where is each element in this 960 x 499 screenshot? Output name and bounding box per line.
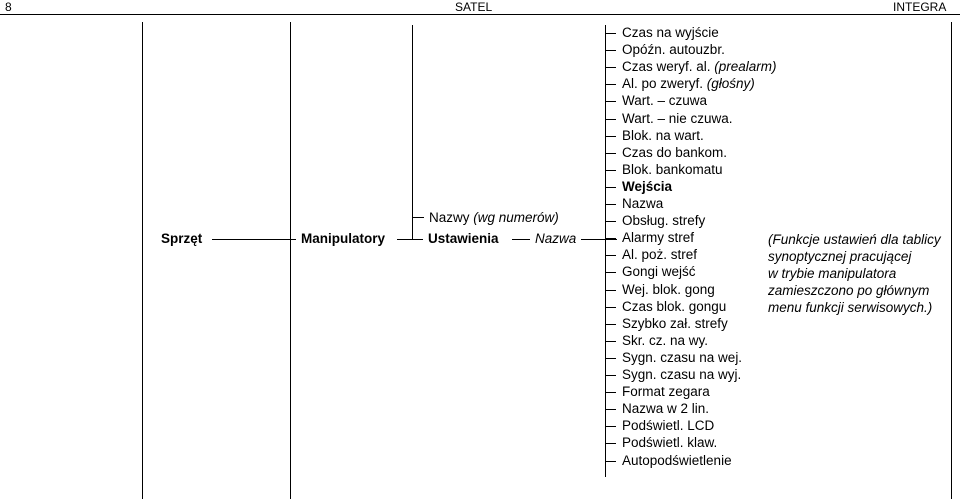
item-connector <box>605 461 616 462</box>
menu-item-note: (głośny) <box>706 76 755 91</box>
menu-item <box>622 299 726 315</box>
menu-item <box>622 145 727 161</box>
menu-item-label: Szybko zał. strefy <box>622 316 728 331</box>
tree-trunk-manipulatory <box>290 22 291 499</box>
item-connector <box>605 136 616 137</box>
connector-level2 <box>512 239 530 240</box>
item-connector <box>605 221 616 222</box>
item-connector <box>605 204 616 205</box>
menu-item <box>622 350 742 366</box>
menu-item-label: Skr. cz. na wy. <box>622 333 709 348</box>
menu-item-label: Alarmy stref <box>622 230 695 245</box>
root-node: Sprzęt <box>161 231 203 246</box>
item-connector <box>605 290 616 291</box>
item-connector <box>605 33 616 34</box>
menu-item <box>622 93 707 109</box>
item-connector <box>605 238 616 239</box>
menu-item-label: Wej. blok. gong <box>622 282 715 297</box>
item-connector <box>605 119 616 120</box>
menu-item-label: Wart. – nie czuwa. <box>622 111 733 126</box>
item-connector <box>605 84 616 85</box>
menu-item-label: Gongi wejść <box>622 264 696 279</box>
node-ustawienia: Ustawienia <box>428 231 499 246</box>
note-line: (Funkcje ustawień dla tablicy <box>768 232 941 247</box>
header-rule <box>0 14 960 15</box>
node-nazwa: Nazwa <box>535 231 577 246</box>
menu-item <box>622 25 719 41</box>
note-line: zamieszczono po głównym <box>768 283 930 298</box>
menu-item-label: Czas na wyjście <box>622 25 719 40</box>
menu-item <box>622 435 717 451</box>
menu-item-label: Al. po zweryf. <box>622 76 707 91</box>
menu-item-label: Sygn. czasu na wyj. <box>622 367 742 382</box>
menu-item-label: Czas do bankom. <box>622 145 728 160</box>
menu-item <box>622 264 696 280</box>
item-connector <box>605 375 616 376</box>
menu-item <box>622 247 697 263</box>
menu-item-label: Nazwa w 2 lin. <box>622 401 710 416</box>
menu-item-label: Czas blok. gongu <box>622 299 727 314</box>
menu-item <box>622 384 710 400</box>
page-number: 8 <box>5 0 12 14</box>
item-connector <box>605 272 616 273</box>
menu-item-label: Nazwa <box>622 196 664 211</box>
menu-item <box>622 162 723 178</box>
menu-item <box>622 111 733 127</box>
item-connector <box>605 255 616 256</box>
note-line: w trybie manipulatora <box>768 266 897 281</box>
nazwy-label: Nazwy <box>429 210 470 225</box>
menu-item <box>622 179 672 195</box>
menu-item <box>622 196 663 212</box>
note-line: synoptycznej pracującej <box>768 249 912 264</box>
item-connector <box>605 67 616 68</box>
menu-item <box>622 76 755 92</box>
menu-item <box>622 213 705 229</box>
product-name: INTEGRA <box>893 0 947 14</box>
menu-item-label: Obsług. strefy <box>622 213 706 228</box>
menu-item-note: (prealarm) <box>714 59 777 74</box>
node-nazwy <box>429 210 559 226</box>
left-vertical-rule <box>142 22 143 499</box>
note-line: menu funkcji serwisowych.) <box>768 300 933 315</box>
item-connector <box>605 307 616 308</box>
connector-level1 <box>397 239 423 240</box>
menu-item-label: Wejścia <box>622 179 673 194</box>
item-connector <box>605 392 616 393</box>
item-connector <box>605 443 616 444</box>
menu-item <box>622 453 732 469</box>
item-connector <box>605 426 616 427</box>
menu-item-label: Wart. – czuwa <box>622 93 708 108</box>
item-connector <box>605 341 616 342</box>
menu-item-label: Blok. bankomatu <box>622 162 723 177</box>
menu-item <box>622 59 777 75</box>
menu-item <box>622 401 709 417</box>
item-connector <box>605 153 616 154</box>
connector-root <box>212 239 296 240</box>
note-block <box>768 231 941 316</box>
item-connector <box>605 50 616 51</box>
menu-item-label: Blok. na wart. <box>622 128 704 143</box>
menu-item <box>622 418 714 434</box>
node-manipulatory: Manipulatory <box>301 231 386 246</box>
right-vertical-rule <box>951 22 952 499</box>
menu-item <box>622 333 708 349</box>
menu-item <box>622 230 694 246</box>
menu-item <box>622 316 728 332</box>
connector-level3 <box>581 239 617 240</box>
menu-item-label: Al. poż. stref <box>622 247 698 262</box>
menu-item-label: Autopodświetlenie <box>622 453 732 468</box>
menu-item <box>622 128 704 144</box>
menu-item <box>622 42 725 58</box>
menu-item <box>622 367 741 383</box>
item-connector <box>605 187 616 188</box>
tree-trunk-ustawienia <box>412 25 413 240</box>
connector-nazwy <box>412 217 424 218</box>
menu-item-label: Czas weryf. al. <box>622 59 715 74</box>
brand-name: SATEL <box>455 0 493 14</box>
menu-item <box>622 282 715 298</box>
menu-item-label: Format zegara <box>622 384 710 399</box>
item-connector <box>605 409 616 410</box>
item-connector <box>605 324 616 325</box>
menu-item-label: Sygn. czasu na wej. <box>622 350 743 365</box>
item-connector <box>605 101 616 102</box>
menu-item-label: Opóźn. autouzbr. <box>622 42 725 57</box>
nazwy-note: (wg numerów) <box>473 210 559 225</box>
item-connector <box>605 170 616 171</box>
menu-item-label: Podświetl. klaw. <box>622 435 718 450</box>
menu-item-label: Podświetl. LCD <box>622 418 715 433</box>
item-connector <box>605 358 616 359</box>
